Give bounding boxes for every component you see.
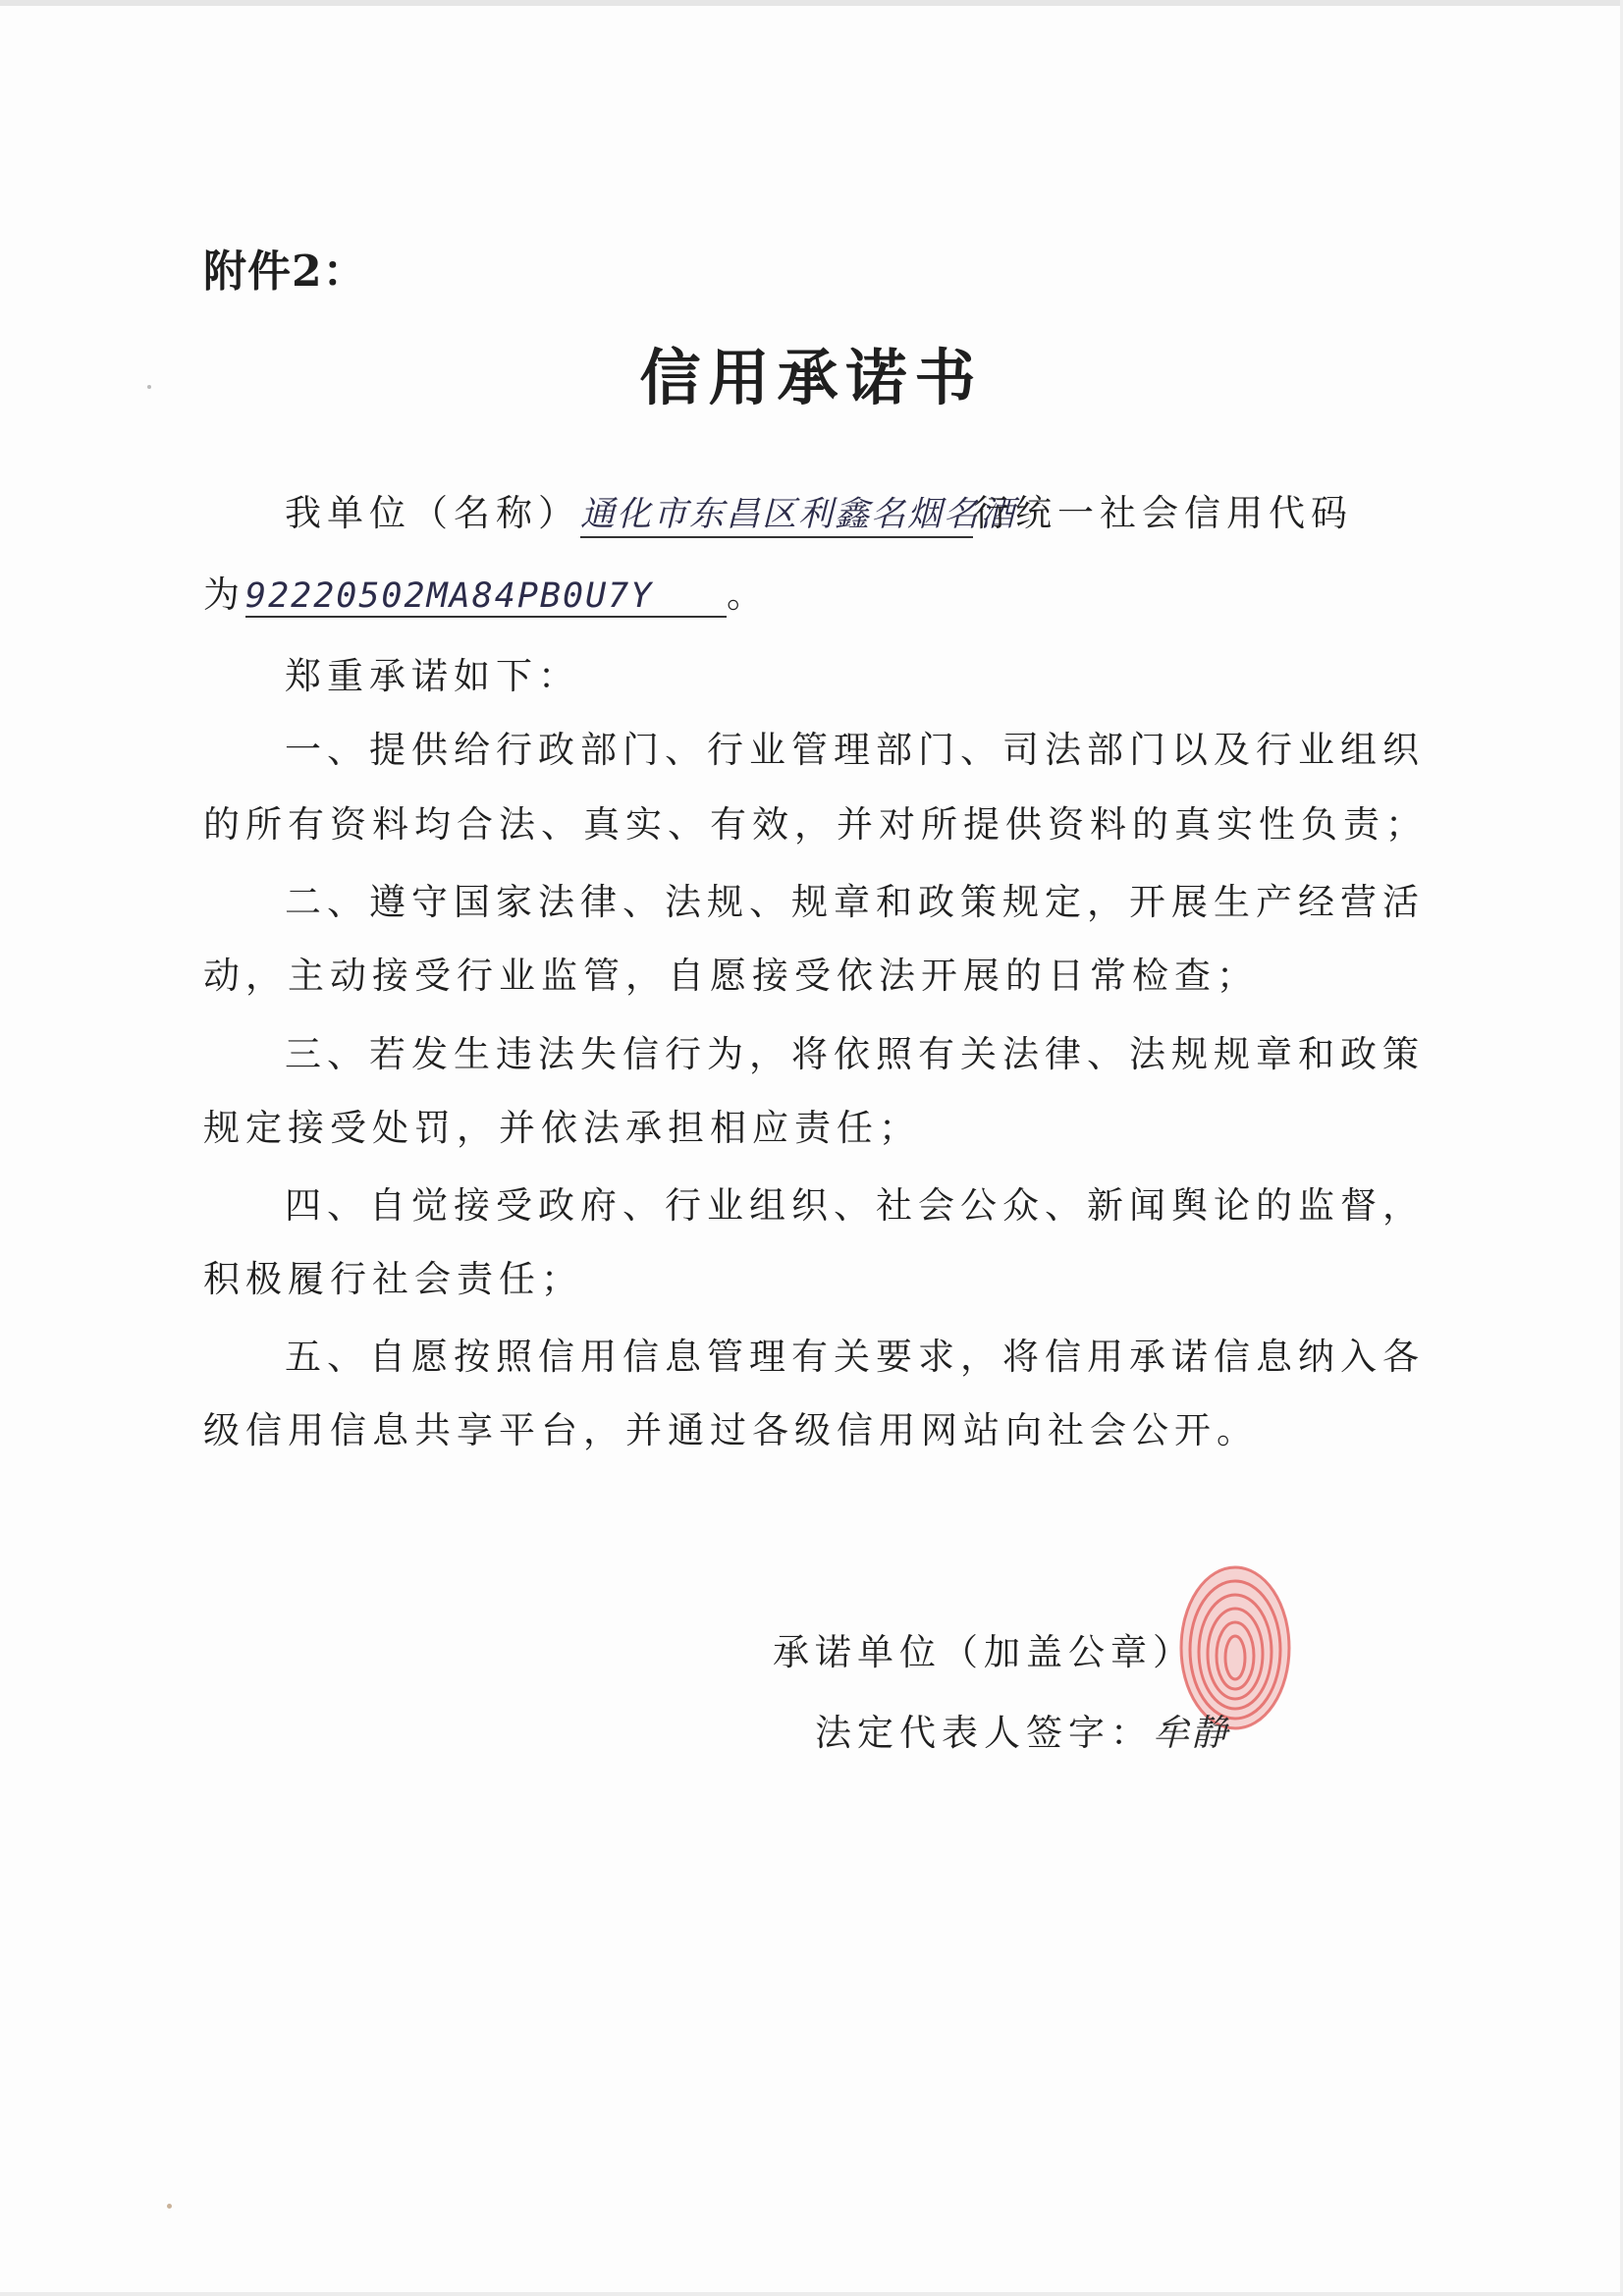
credit-code-line [203,565,769,618]
legal-representative-line [815,1703,1229,1756]
pledge-intro: 郑重承诺如下： [285,655,580,697]
credit-code-handwritten: 92220502MA84PB0U7Y [245,576,727,618]
scan-speck [167,2204,172,2209]
unit-name-prefix: 我单位（名称） [285,492,580,534]
unit-name-suffix: 行统一社会信用代码 [973,492,1353,534]
scan-speck [147,385,151,389]
unit-name-line [285,483,1353,538]
item-5-line-1: 五、自愿按照信用信息管理有关要求，将信用承诺信息纳入各 [285,1336,1425,1378]
credit-code-suffix: 。 [727,574,769,616]
attachment-label: 附件2： [203,246,367,297]
item-4-line-1: 四、自觉接受政府、行业组织、社会公众、新闻舆论的监督， [285,1184,1425,1227]
item-2-line-1: 二、遵守国家法律、法规、规章和政策规定，开展生产经营活 [285,881,1425,923]
scan-edge-bottom [0,2292,1623,2296]
item-1-line-2: 的所有资料均合法、真实、有效，并对所提供资料的真实性负责； [203,803,1428,846]
item-3-line-2: 规定接受处罚，并依法承担相应责任； [203,1107,921,1149]
item-5-line-2: 级信用信息共享平台，并通过各级信用网站向社会公开。 [203,1409,1259,1451]
legal-representative-signature: 牟静 [1153,1712,1229,1754]
item-3-line-1: 三、若发生违法失信行为，将依照有关法律、法规规章和政策 [285,1033,1425,1075]
document-title: 信用承诺书 [639,342,984,413]
pledging-unit-label: 承诺单位（加盖公章） [773,1631,1195,1673]
item-4-line-2: 积极履行社会责任； [203,1258,583,1300]
unit-name-handwritten: 通化市东昌区利鑫名烟名酒 [580,487,973,538]
scan-edge-top [0,0,1623,6]
legal-representative-label: 法定代表人签字： [815,1712,1153,1754]
item-2-line-2: 动，主动接受行业监管，自愿接受依法开展的日常检查； [203,955,1259,997]
credit-code-prefix: 为 [203,574,245,616]
item-1-line-1: 一、提供给行政部门、行业管理部门、司法部门以及行业组织 [285,729,1425,771]
